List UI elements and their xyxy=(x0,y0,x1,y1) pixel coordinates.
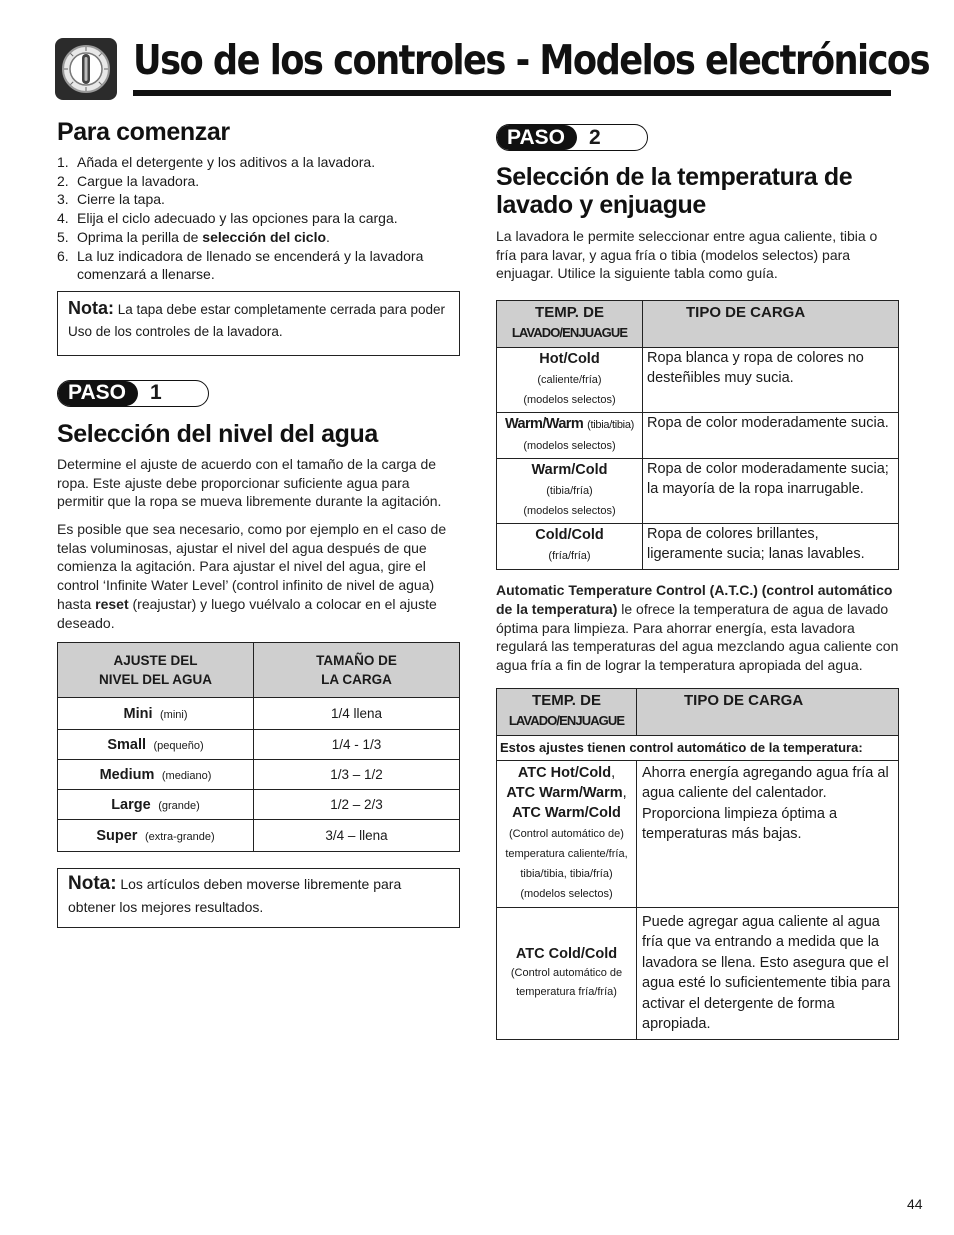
list-item: 4. Elija el ciclo adecuado y las opciones para la carga. xyxy=(57,210,398,227)
table-header: TEMP. DE LAVADO/ENJUAGUE xyxy=(497,301,643,348)
paso-1-badge: PASO 1 xyxy=(57,380,209,407)
getting-started-steps xyxy=(57,153,460,284)
table-header: TAMAÑO DE LA CARGA xyxy=(254,643,460,698)
table-row: Super (extra-grande) 3/4 – llena xyxy=(58,820,460,852)
table-row: ATC Hot/Cold, ATC Warm/Warm, ATC Warm/Cold (Control automático de) temperatura caliente/fría, tibia/tibia, tibia/fría) (modelos selectos) Ahorra energía agregando agua fría al agua caliente del calentador. Proporciona limpieza óptima a temperaturas más bajas. xyxy=(497,760,899,907)
atc-description: Automatic Temperature Control (A.T.C.) (control automático de la temperatura) le ofrece la temperatura de agua de lavado óptima para limpieza. Para ahorrar energía, esta lavadora regulará las temperaturas del agua mezclando agua caliente con agua fría a fin de lograr la temperatura apropiada del agua. xyxy=(496,582,899,674)
right-column xyxy=(496,124,899,1040)
water-level-para-1: Determine el ajuste de acuerdo con el tamaño de la carga de ropa. Este ajuste debe proporcionar suficiente agua para permitir que la ropa se mueva libremente durante la agitación. xyxy=(57,455,442,510)
water-level-table xyxy=(57,642,460,852)
list-item: 5. Oprima la perilla de selección del ciclo. xyxy=(57,228,330,245)
table-row: Warm/Warm (tibia/tibia) (modelos selectos) Ropa de color moderadamente sucia. xyxy=(497,413,899,459)
temperature-intro: La lavadora le permite seleccionar entre agua caliente, tibia o fría para lavar, y agua fría o tibia (modelos selectos) para enjuagar. Utilice la siguiente tabla como guía. xyxy=(496,228,878,282)
table-row: Medium (mediano) 1/3 – 1/2 xyxy=(58,760,460,790)
page-header xyxy=(55,36,930,100)
section-heading-temperature: Selección de la temperatura de lavado y enjuague xyxy=(496,163,853,219)
note-box-items: Nota: Los artículos deben moverse libremente para obtener los mejores resultados. xyxy=(57,868,460,928)
table-header: TIPO DE CARGA xyxy=(637,688,899,735)
section-heading-water-level: Selección del nivel del agua xyxy=(57,419,378,448)
table-header-row xyxy=(497,301,899,348)
table-header: TEMP. DE LAVADO/ENJUAGUE xyxy=(497,688,637,735)
table-row: Small (pequeño) 1/4 - 1/3 xyxy=(58,730,460,760)
list-item: 6. La luz indicadora de llenado se encenderá y la lavadora comenzará a llenarse. xyxy=(57,247,424,283)
atc-table xyxy=(496,688,899,1040)
table-span-row: Estos ajustes tienen control automático de la temperatura: xyxy=(497,735,899,760)
temperature-table xyxy=(496,300,899,570)
table-header-row xyxy=(58,643,460,698)
table-header-row xyxy=(497,688,899,735)
list-item: 3. Cierre la tapa. xyxy=(57,191,165,208)
table-row: Mini (mini) 1/4 llena xyxy=(58,698,460,730)
table-row: ATC Cold/Cold (Control automático de temperatura fría/fría) Puede agregar agua caliente al agua fría que va entrando a medida que la lavadora se llena. Esto asegura que el agua esté lo suficientemente tibia para activar el detergente de forma apropiada. xyxy=(497,907,899,1039)
water-level-para-2: Es posible que sea necesario, como por ejemplo en el caso de telas voluminosas, ajustar el nivel del agua después de que comienza la agitación. Para ajustar el nivel del agua, gire el control ‘Infinite Water Level’ (control infinito de nivel de agua) hasta reset (reajustar) y luego vuélvalo a colocar en el ajuste deseado. xyxy=(57,521,447,631)
table-header: TIPO DE CARGA xyxy=(643,301,899,348)
left-column xyxy=(57,118,460,928)
section-heading-para-comenzar: Para comenzar xyxy=(57,118,230,146)
table-row: Large (grande) 1/2 – 2/3 xyxy=(58,790,460,820)
note-box-lid: Nota: La tapa debe estar completamente cerrada para poder Uso de los controles de la lavadora. xyxy=(57,291,460,356)
page-number: 44 xyxy=(907,1196,923,1212)
table-row: Cold/Cold (fría/fría) Ropa de colores brillantes, ligeramente sucia; lanas lavables. xyxy=(497,524,899,570)
paso-2-badge: PASO 2 xyxy=(496,124,648,151)
list-item: 2. Cargue la lavadora. xyxy=(57,172,200,189)
table-header: AJUSTE DEL NIVEL DEL AGUA xyxy=(58,643,254,698)
list-item: 1. Añada el detergente y los aditivos a la lavadora. xyxy=(57,154,376,170)
page-title: Uso de los controles - Modelos electrónicos xyxy=(133,36,930,84)
table-row: Warm/Cold (tibia/fría) (modelos selectos) Ropa de color moderadamente sucia; la mayoría de la ropa inarrugable. xyxy=(497,459,899,524)
control-knob-icon xyxy=(55,38,117,100)
title-underline xyxy=(133,90,891,96)
table-row: Hot/Cold (caliente/fría) (modelos selectos) Ropa blanca y ropa de colores no desteñibles muy sucia. xyxy=(497,348,899,413)
